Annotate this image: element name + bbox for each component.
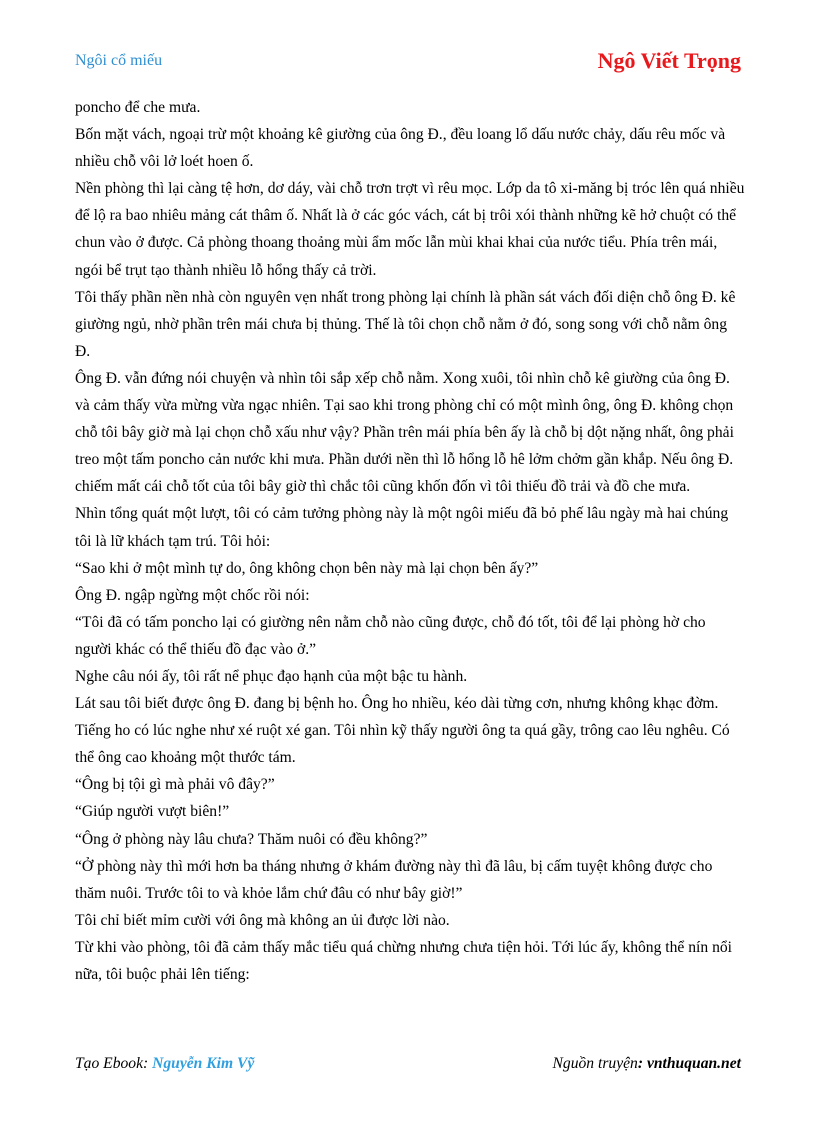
source-site: vnthuquan.net — [646, 1055, 741, 1072]
paragraph: Từ khi vào phòng, tôi đã cảm thấy mắc tiểu quá chừng nhưng chưa tiện hỏi. Tới lúc ấy, không thể nín nổi nữa, tôi buộc phải lên tiếng: — [75, 938, 733, 983]
paragraph: “Giúp người vượt biên!” — [75, 803, 230, 821]
paragraph: Ông Đ. ngập ngừng một chốc rồi nói: — [75, 586, 310, 604]
paragraph: “Sao khi ở một mình tự do, ông không chọn bên này mà lại chọn bên ấy?” — [75, 559, 539, 577]
paragraph: Nhìn tổng quát một lượt, tôi có cảm tưởng phòng này là một ngôi miếu đã bỏ phế lâu ngày mà hai chúng tôi là lữ khách tạm trú. Tôi hỏi: — [75, 505, 729, 550]
paragraph: poncho để che mưa. — [75, 99, 201, 116]
paragraph: “Ông ở phòng này lâu chưa? Thăm nuôi có đều không?” — [75, 830, 428, 848]
paragraph: “Ông bị tội gì mà phải vô đây?” — [75, 776, 275, 794]
footer-source: Nguồn truyện: vnthuquan.net — [552, 1055, 741, 1072]
paragraph: “Tôi đã có tấm poncho lại có giường nên nằm chỗ nào cũng được, chỗ đó tốt, tôi để lại phòng hờ cho người khác có thể thiếu đồ đạc vào ở.” — [75, 613, 706, 658]
paragraph: Nghe câu nói ấy, tôi rất nể phục đạo hạnh của một bậc tu hành. — [75, 667, 468, 685]
body-text — [75, 94, 745, 988]
paragraph: Ông Đ. vẫn đứng nói chuyện và nhìn tôi sắp xếp chỗ nằm. Xong xuôi, tôi nhìn chỗ kê giường của ông Đ. và cảm thấy vừa mừng vừa ngạc nhiên. Tại sao khi trong phòng chỉ có một mình ông, ông Đ. không chọn chỗ tôi bây giờ mà lại chọn chỗ xấu như vậy? Phần trên mái phía bên ấy là chỗ bị dột nặng nhất, ông phải treo một tấm poncho cản nước khi mưa. Phần dưới nền thì lỗ hổng lỗ hê lởm chởm gần khắp. Nếu ông Đ. chiếm mất cái chỗ tốt của tôi bây giờ thì chắc tôi cũng khốn đốn vì tôi thiếu đồ trải và đồ che mưa. — [75, 369, 734, 496]
footer-ebook-credit: Tạo Ebook: Nguyễn Kim Vỹ — [75, 1055, 255, 1072]
paragraph: Nền phòng thì lại càng tệ hơn, dơ dáy, vài chỗ trơn trợt vì rêu mọc. Lớp da tô xi-măng bị tróc lên quá nhiều để lộ ra bao nhiêu mảng cát thâm ố. Nhất là ở các góc vách, cát bị trôi xói thành những kẽ hở chuột có thể chun vào ở được. Cả phòng thoang thoảng mùi ẩm mốc lẫn mùi khai khai của nước tiểu. Phía trên mái, ngói bể trụt tạo thành nhiều lỗ hổng thấy cả trời. — [75, 180, 745, 279]
paragraph: Lát sau tôi biết được ông Đ. đang bị bệnh ho. Ông ho nhiều, kéo dài từng cơn, nhưng không khạc đờm. Tiếng ho có lúc nghe như xé ruột xé gan. Tôi nhìn kỹ thấy người ông ta quá gầy, trông cao lêu nghêu. Có thể ông cao khoảng một thước tám. — [75, 695, 730, 767]
paragraph: Bốn mặt vách, ngoại trừ một khoảng kê giường của ông Đ., đều loang lổ dấu nước chảy, dấu rêu mốc và nhiều chỗ vôi lở loét hoen ố. — [75, 126, 726, 171]
paragraph: Tôi thấy phần nền nhà còn nguyên vẹn nhất trong phòng lại chính là phần sát vách đối diện chỗ ông Đ. kê giường ngủ, nhờ phần trên mái chưa bị thủng. Thế là tôi chọn chỗ nằm ở đó, song song với chỗ nằm ông Đ. — [75, 288, 736, 360]
ebook-label: Tạo Ebook — [75, 1055, 144, 1072]
paragraph: Tôi chỉ biết mỉm cười với ông mà không an ủi được lời nào. — [75, 911, 450, 929]
ebook-creator-name: Nguyễn Kim Vỹ — [152, 1055, 255, 1072]
paragraph: “Ở phòng này thì mới hơn ba tháng nhưng ở khám đường này thì đã lâu, bị cấm tuyệt không được cho thăm nuôi. Trước tôi to và khỏe lắm chứ đâu có như bây giờ!” — [75, 857, 713, 902]
book-title: Ngôi cổ miếu — [75, 52, 163, 69]
author-name: Ngô Viết Trọng — [597, 48, 741, 73]
source-label: Nguồn truyện — [552, 1055, 638, 1072]
